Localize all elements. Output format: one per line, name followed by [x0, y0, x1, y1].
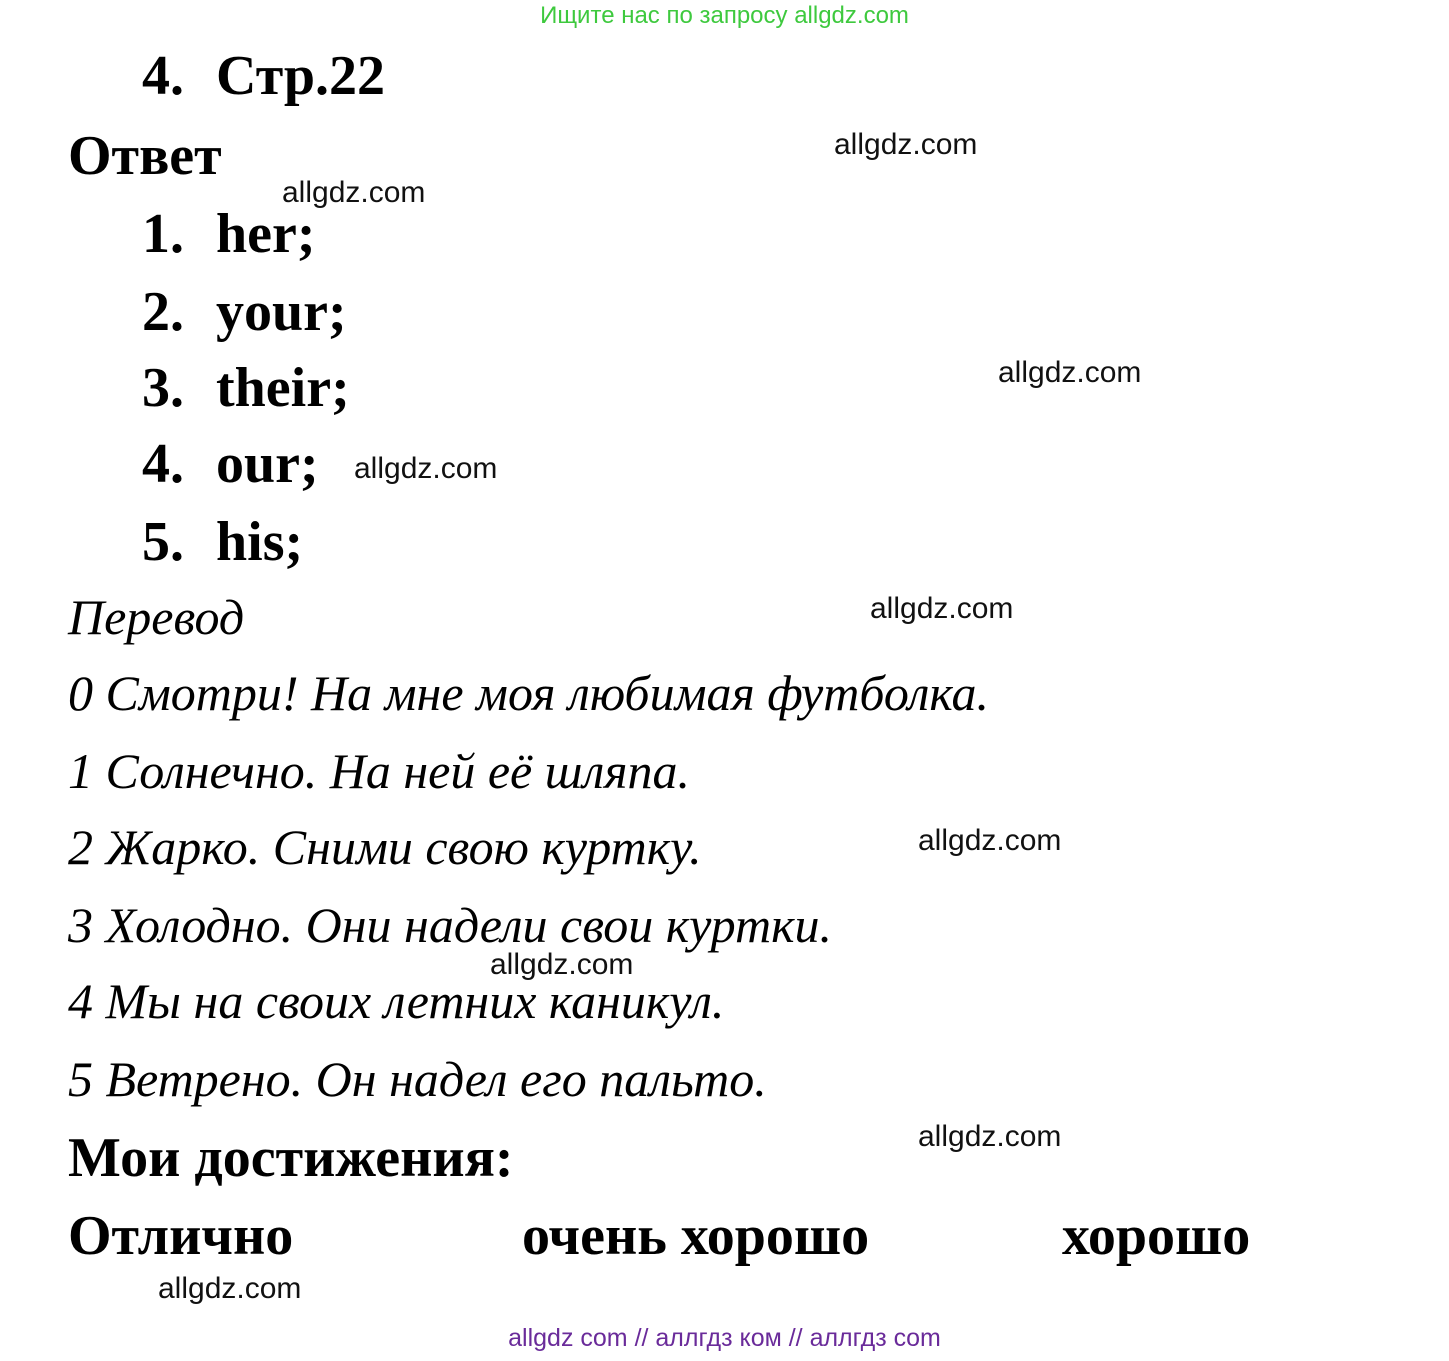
footer: allgdz com // аллгдз ком // аллгдз com	[508, 1324, 941, 1352]
exercise-number: 4.	[142, 45, 184, 107]
answer-number: 2.	[142, 281, 184, 343]
watermark: allgdz.com	[870, 592, 1014, 625]
translation-line: 1 Солнечно. На ней её шляпа.	[68, 743, 691, 799]
answer-number: 3.	[142, 357, 184, 419]
watermark: allgdz.com	[918, 1120, 1062, 1153]
answer-text: their;	[216, 357, 350, 419]
answer-text: your;	[216, 281, 347, 343]
watermark: allgdz.com	[158, 1272, 302, 1305]
watermark: allgdz.com	[918, 824, 1062, 857]
translation-line: 4 Мы на своих летних каникул.	[68, 973, 725, 1029]
translation-title: Перевод	[68, 589, 245, 645]
answer-number: 1.	[142, 203, 184, 265]
exercise-title: Стр.22	[216, 45, 386, 107]
translation-line: 3 Холодно. Они надели свои куртки.	[68, 897, 833, 953]
achievements-title: Мои достижения:	[68, 1127, 514, 1189]
answer-title: Ответ	[68, 125, 222, 187]
watermark: allgdz.com	[998, 356, 1142, 389]
watermark: allgdz.com	[354, 452, 498, 485]
top-banner: Ищите нас по запросу allgdz.com	[540, 2, 909, 29]
translation-line: 2 Жарко. Сними свою куртку.	[68, 819, 702, 875]
achievement-excellent: Отлично	[68, 1205, 294, 1267]
translation-line: 0 Смотри! На мне моя любимая футболка.	[68, 665, 990, 721]
watermark: allgdz.com	[834, 128, 978, 161]
answer-text: her;	[216, 203, 316, 265]
answer-text: our;	[216, 433, 319, 495]
answer-number: 4.	[142, 433, 184, 495]
achievement-very-good: очень хорошо	[522, 1205, 870, 1267]
watermark: allgdz.com	[282, 176, 426, 209]
watermark: allgdz.com	[490, 948, 634, 981]
achievement-good: хорошо	[1062, 1205, 1251, 1267]
answer-number: 5.	[142, 511, 184, 573]
answer-text: his;	[216, 511, 304, 573]
translation-line: 5 Ветрено. Он надел его пальто.	[68, 1051, 767, 1107]
